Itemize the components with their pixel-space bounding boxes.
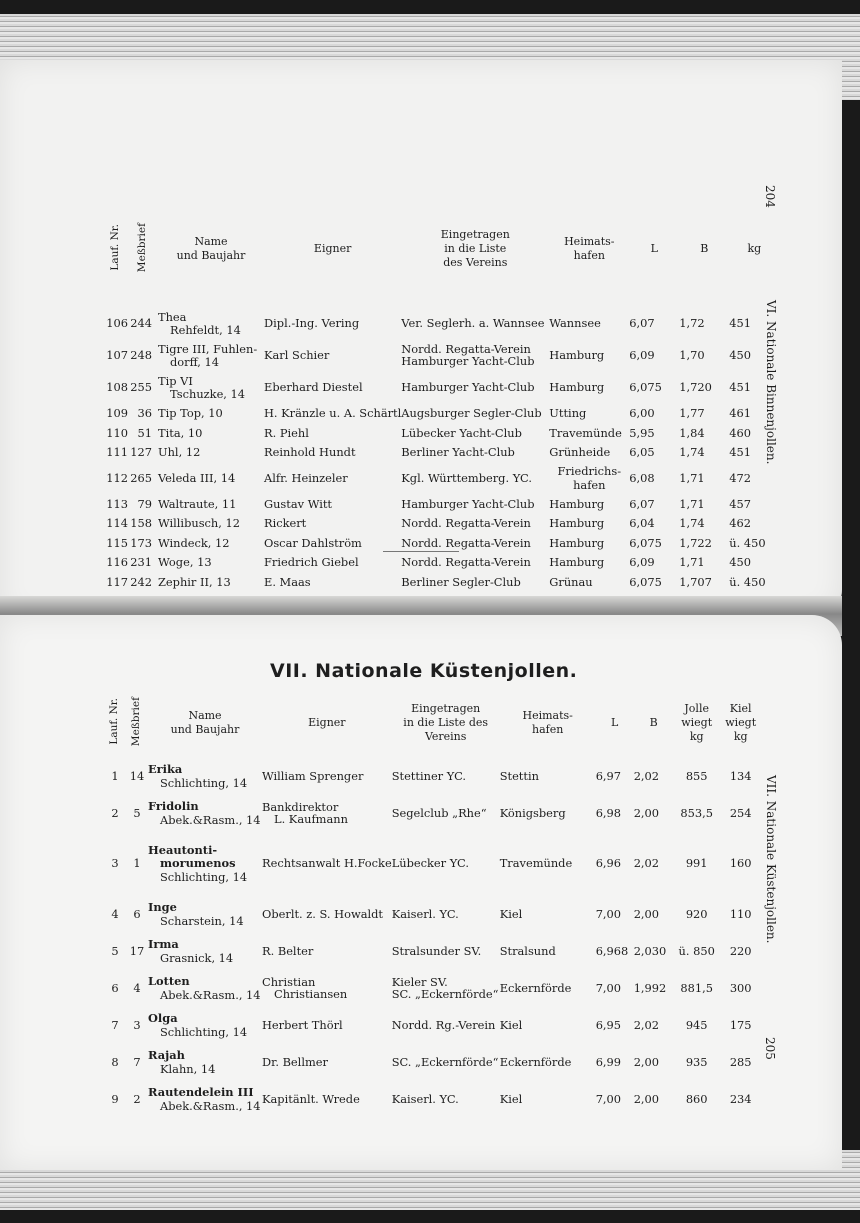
messbrief-number: 255	[130, 380, 152, 395]
section-title: VII. Nationale Küstenjollen.	[270, 660, 578, 682]
row-number: 114	[106, 516, 128, 531]
home-port: Hamburg	[549, 380, 605, 395]
beam-B: 1,74	[679, 516, 705, 531]
home-port: Wannsee	[549, 316, 601, 331]
row-number: 111	[106, 445, 128, 460]
length-L: 6,98	[595, 805, 622, 820]
table-row	[104, 1081, 762, 1118]
builder: Grasnick, 14	[160, 950, 234, 965]
running-head: VI. Nationale Binnenjollen.	[764, 300, 778, 465]
boat-name: Tita, 10	[158, 425, 203, 440]
header-B: B	[649, 716, 658, 730]
row-number: 3	[111, 856, 119, 871]
length-L: 6,00	[629, 406, 655, 421]
table-row	[104, 573, 779, 593]
boat-name: Tigre III, Fuhlen- dorff, 14	[158, 341, 258, 369]
owner: Alfr. Heinzeler	[264, 470, 348, 485]
club: Stettiner YC.	[391, 768, 466, 783]
beam-B: 1,720	[679, 380, 712, 395]
length-L: 6,95	[595, 1017, 622, 1032]
length-L: 5,95	[629, 425, 655, 440]
builder: Schlichting, 14	[160, 869, 248, 884]
kiel-weight: 234	[729, 1091, 752, 1106]
weight-kg: 450	[729, 348, 752, 363]
weight-kg: ü. 450	[729, 535, 766, 550]
header-lauf-nr: Lauf. Nr.	[109, 223, 122, 271]
messbrief-number: 36	[137, 406, 152, 421]
row-number: 2	[111, 805, 119, 820]
kiel-weight: 110	[729, 906, 752, 921]
row-number: 106	[106, 316, 128, 331]
table-row	[104, 795, 762, 832]
home-port: Eckernförde	[499, 980, 572, 995]
table-row	[104, 340, 779, 372]
messbrief-number: 7	[133, 1054, 141, 1069]
messbrief-number: 17	[129, 943, 145, 958]
beam-B: 2,00	[633, 1091, 660, 1106]
messbrief-number: 173	[130, 535, 152, 550]
boat-name: Zephir II, 13	[158, 574, 231, 589]
messbrief-number: 14	[129, 768, 145, 783]
header-eigner: Eigner	[313, 242, 352, 256]
weight-kg: ü. 450	[729, 574, 766, 589]
beam-B: 1,74	[679, 445, 705, 460]
row-number: 117	[106, 574, 128, 589]
length-L: 6,09	[629, 348, 655, 363]
club: Berliner Segler-Club	[401, 574, 521, 589]
weight-kg: 451	[729, 316, 752, 331]
club: Nordd. Regatta-Verein Hamburger Yacht-Club	[401, 342, 535, 368]
header-messbrief: Meßbrief	[136, 222, 149, 272]
jolle-weight: 945	[685, 1017, 708, 1032]
row-number: 109	[106, 406, 128, 421]
club: Nordd. Regatta-Verein	[401, 516, 531, 531]
row-number: 4	[111, 906, 119, 921]
boat-name: Veleda III, 14	[158, 470, 236, 485]
owner: Karl Schier	[264, 348, 330, 363]
messbrief-number: 51	[137, 425, 152, 440]
boat-name: Waltraute, 11	[158, 496, 237, 511]
jolle-weight: 935	[685, 1054, 708, 1069]
beam-B: 1,71	[679, 470, 705, 485]
owner: Gustav Witt	[264, 496, 333, 511]
builder: Abek.&Rasm., 14	[160, 812, 261, 827]
club: Nordd. Rg.-Verein	[391, 1017, 496, 1032]
messbrief-number: 3	[133, 1017, 141, 1032]
jolle-weight: 991	[685, 856, 708, 871]
boat-name: Erika Schlichting, 14	[148, 758, 262, 795]
table-row	[104, 514, 779, 534]
boat-name: Olga Schlichting, 14	[148, 1007, 262, 1044]
owner: Rechtsanwalt H.Focke	[262, 856, 392, 871]
beam-B: 2,02	[633, 856, 660, 871]
header-kiel: Kiel wiegt kg	[725, 702, 757, 743]
length-L: 6,97	[595, 768, 622, 783]
messbrief-number: 244	[130, 316, 152, 331]
row-number: 8	[111, 1054, 119, 1069]
messbrief-number: 79	[137, 496, 152, 511]
table-row	[104, 1007, 762, 1044]
beam-B: 1,992	[633, 980, 667, 995]
row-number: 107	[106, 348, 128, 363]
owner: Rickert	[264, 516, 307, 531]
club: Kgl. Württemberg. YC.	[401, 470, 532, 485]
beam-B: 1,707	[679, 574, 712, 589]
beam-B: 2,00	[633, 805, 660, 820]
club: Kaiserl. YC.	[391, 906, 459, 921]
header-B: B	[700, 242, 709, 256]
home-port: Utting	[549, 406, 587, 421]
boat-name: Uhl, 12	[158, 445, 201, 460]
beam-B: 1,71	[679, 496, 705, 511]
length-L: 6,04	[629, 516, 655, 531]
messbrief-number: 248	[130, 348, 152, 363]
length-L: 6,07	[629, 316, 655, 331]
owner: Dipl.-Ing. Vering	[264, 316, 360, 331]
home-port: Hamburg	[549, 555, 605, 570]
boat-name: Tip Top, 10	[158, 406, 223, 421]
length-L: 6,99	[595, 1054, 622, 1069]
table-row	[104, 758, 762, 795]
club: SC. „Eckernförde“	[391, 1054, 499, 1069]
boat-name: Lotten Abek.&Rasm., 14	[148, 974, 261, 1002]
messbrief-number: 265	[130, 470, 152, 485]
boat-name: Rautendelein III Abek.&Rasm., 14	[148, 1085, 261, 1113]
length-L: 6,08	[629, 470, 655, 485]
owner: R. Piehl	[264, 425, 309, 440]
beam-B: 1,77	[679, 406, 705, 421]
length-L: 6,075	[629, 574, 662, 589]
running-head: VII. Nationale Küstenjollen.	[764, 775, 778, 944]
owner: Reinhold Hundt	[264, 445, 356, 460]
table-row	[104, 463, 779, 495]
owner: Dr. Bellmer	[262, 1054, 328, 1069]
table-row	[104, 970, 762, 1007]
messbrief-number: 158	[130, 516, 152, 531]
header-hafen: Heimats- hafen	[564, 235, 615, 262]
row-number: 112	[106, 470, 128, 485]
weight-kg: 451	[729, 380, 752, 395]
beam-B: 2,02	[633, 1017, 660, 1032]
owner: Oscar Dahlström	[264, 535, 362, 550]
beam-B: 1,72	[679, 316, 705, 331]
home-port: Travemünde	[549, 425, 622, 440]
builder: Schlichting, 14	[160, 775, 248, 790]
home-port: Königsberg	[499, 805, 566, 820]
header-eigner: Eigner	[308, 716, 346, 730]
owner: Bankdirektor L. Kaufmann	[262, 799, 348, 826]
builder: Scharstein, 14	[160, 913, 244, 928]
header-L: L	[650, 242, 658, 256]
club: Lübecker YC.	[391, 856, 469, 871]
table-row	[104, 1044, 762, 1081]
kiel-weight: 175	[729, 1017, 752, 1032]
club: Lübecker Yacht-Club	[401, 425, 522, 440]
club: Ver. Seglerh. a. Wannsee	[401, 316, 545, 331]
header-jolle: Jolle wiegt kg	[681, 702, 713, 743]
weight-kg: 472	[729, 470, 752, 485]
binnenjollen-table	[104, 190, 779, 592]
club: Nordd. Regatta-Verein	[401, 555, 531, 570]
table-row	[104, 372, 779, 404]
home-port: Hamburg	[549, 496, 605, 511]
owner: Eberhard Diestel	[264, 380, 363, 395]
row-number: 1	[111, 768, 119, 783]
length-L: 7,00	[595, 1091, 622, 1106]
club: Augsburger Segler-Club	[401, 406, 542, 421]
beam-B: 2,030	[633, 943, 667, 958]
row-number: 108	[106, 380, 128, 395]
kiel-weight: 134	[729, 768, 752, 783]
builder: Schlichting, 14	[160, 1024, 248, 1039]
header-name: Name und Baujahr	[176, 235, 246, 262]
jolle-weight: ü. 850	[678, 943, 715, 958]
builder: Abek.&Rasm., 14	[160, 1098, 261, 1113]
jolle-weight: 860	[685, 1091, 708, 1106]
kiel-weight: 300	[729, 980, 752, 995]
weight-kg: 457	[729, 496, 752, 511]
kiel-weight: 254	[729, 805, 752, 820]
row-number: 116	[106, 555, 128, 570]
beam-B: 1,722	[679, 535, 712, 550]
end-rule	[383, 551, 459, 552]
messbrief-number: 6	[133, 906, 141, 921]
home-port: Kiel	[499, 1091, 523, 1106]
table-row	[104, 933, 762, 970]
messbrief-number: 127	[130, 445, 152, 460]
boat-name: Inge Scharstein, 14	[148, 896, 262, 933]
header-lauf-nr: Lauf. Nr.	[108, 697, 121, 745]
jolle-weight: 853,5	[680, 805, 713, 820]
club: Hamburger Yacht-Club	[401, 380, 535, 395]
length-L: 6,075	[629, 380, 662, 395]
header-name: Name und Baujahr	[170, 709, 240, 736]
header-verein: Eingetragen in die Liste des Vereins	[440, 228, 510, 269]
length-L: 6,075	[629, 535, 662, 550]
table-row	[104, 308, 779, 340]
home-port: Hamburg	[549, 348, 605, 363]
header-hafen: Heimats- hafen	[522, 709, 573, 736]
table-row	[104, 832, 762, 896]
length-L: 7,00	[595, 980, 622, 995]
row-number: 9	[111, 1091, 119, 1106]
home-port: Kiel	[499, 1017, 523, 1032]
home-port: Friedrichs- hafen	[557, 464, 622, 492]
jolle-weight: 881,5	[680, 980, 713, 995]
club: Nordd. Regatta-Verein	[401, 535, 531, 550]
home-port: Grünheide	[549, 445, 611, 460]
jolle-weight: 855	[685, 768, 708, 783]
home-port: Kiel	[499, 906, 523, 921]
boat-name: Tip VI Tschuzke, 14	[158, 373, 246, 401]
row-number: 115	[106, 535, 128, 550]
row-number: 5	[111, 943, 119, 958]
page-number: 204	[763, 185, 777, 208]
weight-kg: 460	[729, 425, 752, 440]
length-L: 6,968	[595, 943, 629, 958]
beam-B: 1,84	[679, 425, 705, 440]
header-L: L	[611, 716, 619, 730]
row-number: 110	[106, 425, 128, 440]
kiel-weight: 220	[729, 943, 752, 958]
kiel-weight: 160	[729, 856, 752, 871]
length-L: 7,00	[595, 906, 622, 921]
club: Hamburger Yacht-Club	[401, 496, 535, 511]
beam-B: 1,70	[679, 348, 705, 363]
owner: Kapitänlt. Wrede	[262, 1091, 360, 1106]
beam-B: 1,71	[679, 555, 705, 570]
home-port: Stettin	[499, 768, 539, 783]
home-port: Grünau	[549, 574, 593, 589]
weight-kg: 462	[729, 516, 752, 531]
messbrief-number: 2	[133, 1091, 141, 1106]
club: Kaiserl. YC.	[391, 1091, 459, 1106]
messbrief-number: 1	[133, 856, 141, 871]
beam-B: 2,02	[633, 768, 660, 783]
table-row	[104, 896, 762, 933]
page-204	[0, 60, 842, 620]
owner: Oberlt. z. S. Howaldt	[262, 906, 384, 921]
home-port: Stralsund	[499, 943, 556, 958]
header-messbrief: Meßbrief	[130, 696, 143, 746]
row-number: 6	[111, 980, 119, 995]
home-port: Eckernförde	[499, 1054, 572, 1069]
table-row	[104, 495, 779, 515]
home-port: Hamburg	[549, 535, 605, 550]
club: Segelclub „Rhe“	[391, 805, 487, 820]
boat-name: Willibusch, 12	[158, 516, 241, 531]
club: Berliner Yacht-Club	[401, 445, 515, 460]
owner: Friedrich Giebel	[264, 555, 359, 570]
boat-name: Irma Grasnick, 14	[148, 933, 262, 970]
row-number: 113	[106, 496, 128, 511]
builder: Abek.&Rasm., 14	[160, 987, 261, 1002]
kuestenjollen-table	[104, 688, 762, 1118]
owner: E. Maas	[264, 574, 311, 589]
messbrief-number: 4	[133, 980, 141, 995]
owner: Herbert Thörl	[262, 1017, 343, 1032]
boat-name: Thea Rehfeldt, 14	[158, 309, 241, 337]
table-row	[104, 443, 779, 463]
boat-name: Heautonti- morumenos Schlichting, 14	[148, 832, 262, 896]
jolle-weight: 920	[685, 906, 708, 921]
boat-name: Rajah Klahn, 14	[148, 1044, 262, 1081]
builder: Klahn, 14	[160, 1061, 216, 1076]
table-row	[104, 553, 779, 573]
table-row	[104, 404, 779, 424]
owner: William Sprenger	[262, 768, 364, 783]
length-L: 6,96	[595, 856, 622, 871]
kiel-weight: 285	[729, 1054, 752, 1069]
page-205	[0, 615, 842, 1170]
boat-name: Woge, 13	[158, 555, 212, 570]
length-L: 6,09	[629, 555, 655, 570]
messbrief-number: 231	[130, 555, 152, 570]
home-port: Hamburg	[549, 516, 605, 531]
boat-name: Windeck, 12	[158, 535, 230, 550]
weight-kg: 450	[729, 555, 752, 570]
beam-B: 2,00	[633, 1054, 660, 1069]
header-kg: kg	[747, 242, 762, 256]
weight-kg: 451	[729, 445, 752, 460]
boat-name: Fridolin Abek.&Rasm., 14	[148, 799, 261, 827]
messbrief-number: 242	[130, 574, 152, 589]
club: Stralsunder SV.	[391, 943, 482, 958]
length-L: 6,05	[629, 445, 655, 460]
messbrief-number: 5	[133, 805, 141, 820]
club: Kieler SV. SC. „Eckernförde“	[391, 974, 499, 1001]
home-port: Travemünde	[499, 856, 573, 871]
owner: Christian Christiansen	[262, 974, 348, 1001]
header-verein: Eingetragen in die Liste des Vereins	[403, 702, 489, 743]
length-L: 6,07	[629, 496, 655, 511]
row-number: 7	[111, 1017, 119, 1032]
page-number: 205	[763, 1037, 777, 1060]
weight-kg: 461	[729, 406, 752, 421]
table-row	[104, 424, 779, 444]
beam-B: 2,00	[633, 906, 660, 921]
owner: R. Belter	[262, 943, 314, 958]
owner: H. Kränzle u. A. Schärtl	[264, 406, 402, 421]
